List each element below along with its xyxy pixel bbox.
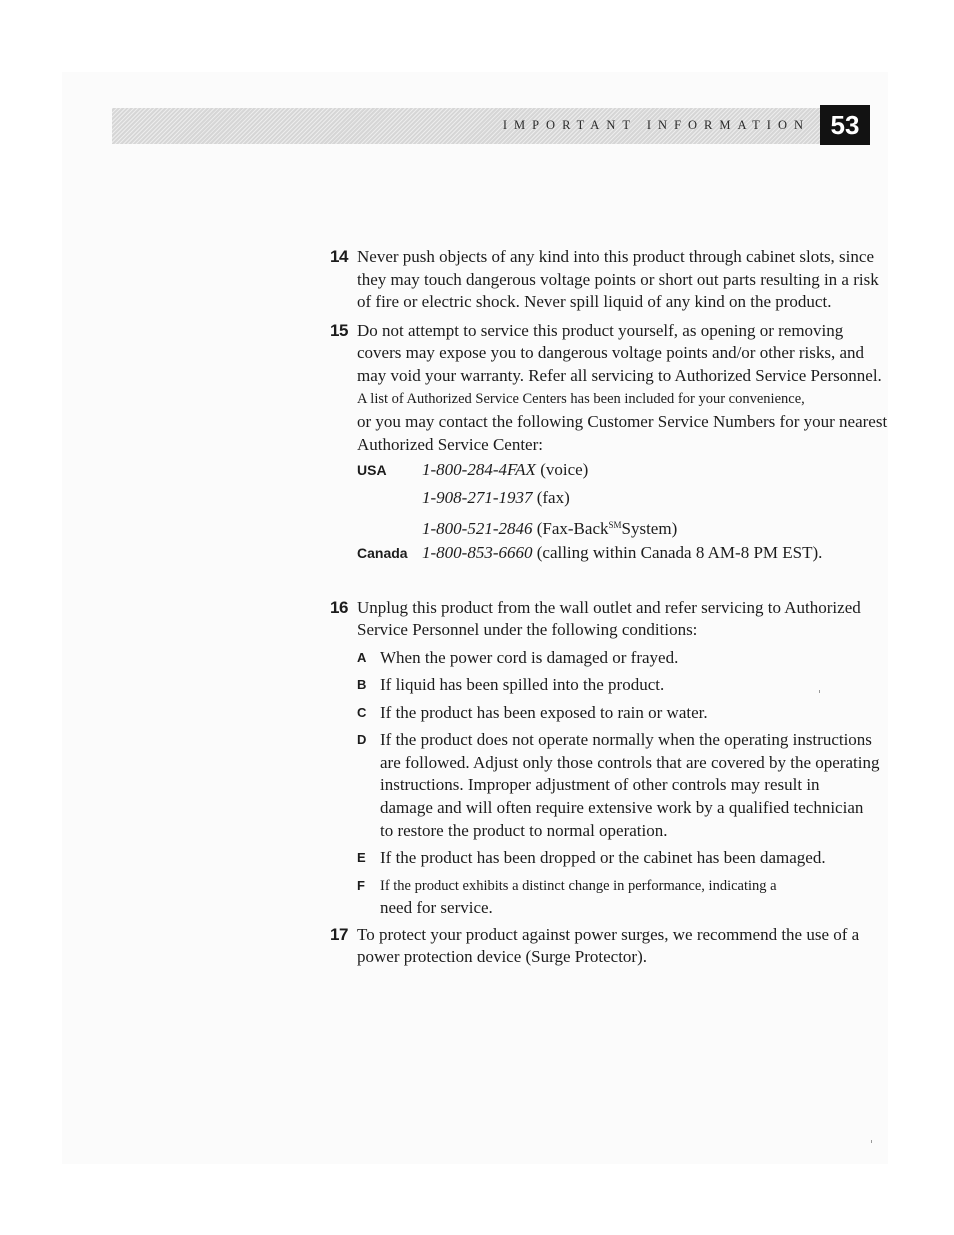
phone-number: 1-800-521-2846 (422, 519, 533, 538)
condition-letter-a: A (357, 650, 367, 665)
condition-letter-e: E (357, 850, 366, 865)
phone-note: System) (621, 519, 678, 538)
condition-line: If the product has been dropped or the cabinet has been damaged. (380, 848, 826, 867)
item-14-line: they may touch dangerous voltage points or short out parts resulting in a risk (357, 270, 879, 289)
condition-line: If liquid has been spilled into the product. (380, 675, 665, 694)
item-15-line: Authorized Service Center: (357, 435, 543, 454)
contact-row (422, 488, 570, 508)
condition-line: need for service. (380, 898, 493, 917)
item-15-line: A list of Authorized Service Centers has been included for your convenience, (357, 391, 805, 407)
contact-row (422, 515, 677, 539)
condition-line: to restore the product to normal operation. (380, 821, 668, 840)
section-title: IMPORTANT INFORMATION (502, 118, 810, 132)
phone-number: 1-800-853-6660 (422, 543, 533, 562)
scan-speck (819, 690, 820, 693)
item-14-line: of fire or electric shock. Never spill liquid of any kind on the product. (357, 292, 832, 311)
item-15-line: or you may contact the following Customer Service Numbers for your nearest (357, 412, 888, 431)
condition-letter-c: C (357, 705, 367, 720)
item-15-line: covers may expose you to dangerous voltage points and/or other risks, and (357, 343, 865, 362)
phone-number: 1-800-284-4FAX (422, 460, 536, 479)
item-number-14: 14 (330, 247, 348, 266)
item-15-line: may void your warranty. Refer all servicing to Authorized Service Personnel. (357, 366, 882, 385)
phone-note: (fax) (536, 488, 570, 507)
contact-row (422, 460, 588, 480)
condition-letter-f: F (357, 878, 365, 893)
condition-line: damage and will often require extensive work by a qualified technician (380, 798, 864, 817)
country-usa: USA (357, 462, 387, 478)
item-16-line: Service Personnel under the following conditions: (357, 620, 698, 639)
item-17-line: power protection device (Surge Protector). (357, 947, 648, 966)
contact-row (422, 543, 822, 563)
phone-note: (Fax-Back (536, 519, 609, 538)
condition-line: If the product exhibits a distinct change in performance, indicating a (380, 878, 777, 894)
page-number: 53 (820, 105, 870, 145)
item-14-line: Never push objects of any kind into this product through cabinet slots, since (357, 247, 874, 266)
item-number-16: 16 (330, 598, 348, 617)
service-mark: SM (608, 520, 622, 530)
item-17-line: To protect your product against power surges, we recommend the use of a (357, 925, 860, 944)
condition-letter-b: B (357, 677, 367, 692)
condition-line: If the product has been exposed to rain or water. (380, 703, 708, 722)
item-16-line: Unplug this product from the wall outlet and refer servicing to Authorized (357, 598, 861, 617)
phone-note: (calling within Canada 8 AM-8 PM EST). (536, 543, 823, 562)
condition-line: are followed. Adjust only those controls that are covered by the operating (380, 753, 880, 772)
condition-line: If the product does not operate normally when the operating instructions (380, 730, 872, 749)
phone-number: 1-908-271-1937 (422, 488, 533, 507)
item-15-line: Do not attempt to service this product yourself, as opening or removing (357, 321, 844, 340)
condition-line: When the power cord is damaged or frayed. (380, 648, 679, 667)
condition-line: instructions. Improper adjustment of other controls may result in (380, 775, 820, 794)
item-number-15: 15 (330, 321, 348, 340)
condition-letter-d: D (357, 732, 367, 747)
country-canada: Canada (357, 545, 408, 561)
item-number-17: 17 (330, 925, 348, 944)
page-background (62, 72, 888, 1164)
phone-note: (voice) (540, 460, 589, 479)
scan-speck (871, 1140, 872, 1143)
